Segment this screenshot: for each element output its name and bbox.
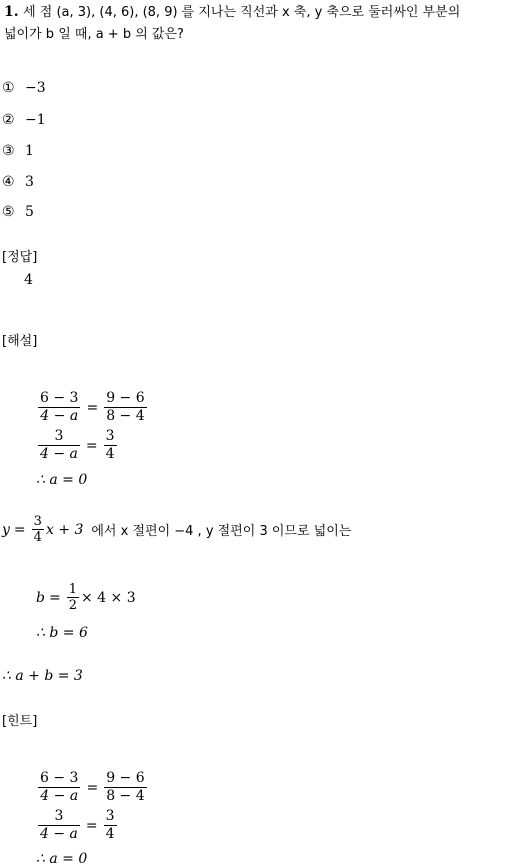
solution-equation-2: $\frac{3}{4 - a}$ = $\frac{3}{4}$ [40, 428, 115, 462]
choice-marker: ② [2, 112, 15, 128]
question-text-1: 세 점 (a, 3), (4, 6), (8, 9) 를 지나는 직선과 x 축, y 축으로 둘러싸인 부분의 [23, 5, 461, 20]
choice-item[interactable] [2, 80, 46, 96]
choice-marker: ③ [2, 143, 15, 159]
fraction: $\frac{6 - 3}{4 - a}$ [40, 770, 79, 804]
fraction: $\frac{9 - 6}{8 - 4}$ [106, 770, 145, 804]
fraction: $\frac{9 - 6}{8 - 4}$ [106, 390, 145, 424]
solution-line-equation: y = $\frac{3}{4}$ x + 3 에서 x 절편이 −4 , y 절편이 3 이므로 넓이는 [2, 514, 352, 545]
solution-equation-3: ∴ a = 0 [36, 472, 88, 488]
choice-value: −1 [25, 112, 46, 128]
question-line-2: 넓이가 b 일 때, a + b 의 값은? [4, 27, 184, 42]
solution-final: ∴ a + b = 3 [2, 668, 83, 684]
fraction: $\frac{6 - 3}{4 - a}$ [40, 390, 79, 424]
choice-marker: ⑤ [2, 204, 15, 220]
choice-item[interactable] [2, 174, 34, 190]
fraction: $\frac{3}{4}$ [105, 808, 115, 842]
hint-equation-2: $\frac{3}{4 - a}$ = $\frac{3}{4}$ [40, 808, 115, 842]
fraction: $\frac{1}{2}$ [68, 582, 77, 613]
solution-equation-1: $\frac{6 - 3}{4 - a}$ = $\frac{9 - 6}{8 - 4}$ [40, 390, 145, 424]
question-number: 1. [4, 4, 19, 20]
fraction: $\frac{3}{4}$ [105, 428, 115, 462]
hint-label: [힌트] [2, 714, 38, 729]
fraction: $\frac{3}{4 - a}$ [40, 808, 78, 842]
answer-label: [정답] [2, 250, 38, 265]
answer-value: 4 [24, 272, 33, 288]
choice-value: 3 [25, 174, 34, 190]
choice-value: 1 [25, 143, 34, 159]
choice-item[interactable] [2, 112, 46, 128]
hint-equation-1: $\frac{6 - 3}{4 - a}$ = $\frac{9 - 6}{8 - 4}$ [40, 770, 145, 804]
choice-value: −3 [25, 80, 46, 96]
hint-equation-3: ∴ a = 0 [36, 851, 88, 867]
solution-label: [해설] [2, 334, 38, 349]
solution-area-equation: b = $\frac{1}{2}$ × 4 × 3 [36, 582, 136, 613]
choice-marker: ① [2, 80, 15, 96]
solution-area-result: ∴ b = 6 [36, 625, 88, 641]
fraction: $\frac{3}{4 - a}$ [40, 428, 78, 462]
choice-item[interactable] [2, 204, 34, 220]
choice-marker: ④ [2, 174, 15, 190]
question-line-1 [4, 1, 460, 20]
choice-item[interactable] [2, 143, 34, 159]
fraction: $\frac{3}{4}$ [33, 514, 42, 545]
choice-value: 5 [25, 204, 34, 220]
solution-line-text: 에서 x 절편이 −4 , y 절편이 3 이므로 넓이는 [91, 524, 352, 539]
